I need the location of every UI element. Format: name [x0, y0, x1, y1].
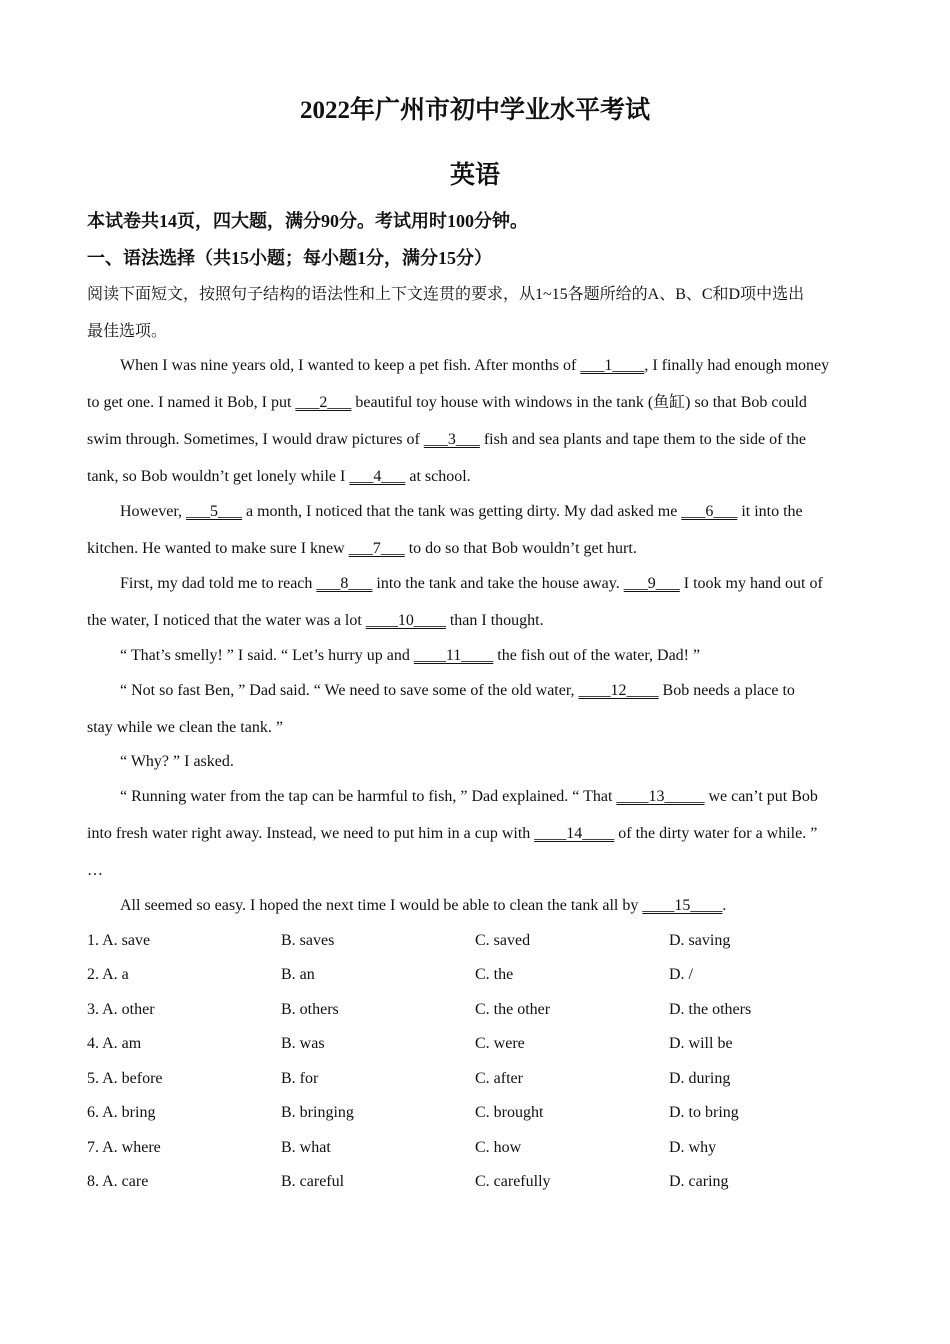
- option-d: D. /: [669, 966, 693, 983]
- blank-4: ___4___: [349, 468, 406, 485]
- instruction-line-2: 最佳选项。: [87, 323, 168, 340]
- passage-line: the water, I noticed that the water was a lot ____10____ than I thought.: [87, 612, 544, 629]
- option-a: 2. A. a: [87, 966, 129, 983]
- blank-9: ___9___: [623, 575, 680, 592]
- option-c: C. after: [475, 1070, 523, 1087]
- option-c: C. the other: [475, 1001, 551, 1018]
- option-c: C. were: [475, 1035, 525, 1052]
- passage-line: First, my dad told me to reach ___8___ into the tank and take the house away. ___9___ I took my hand out of: [120, 575, 823, 592]
- blank-5: ___5___: [186, 503, 242, 520]
- option-b: B. bringing: [281, 1104, 354, 1121]
- blank-11: ____11____: [413, 647, 494, 664]
- blank-10: ____10____: [365, 612, 446, 629]
- passage-line: “ That’s smelly! ” I said. “ Let’s hurry up and ____11____ the fish out of the water, Dad! ”: [120, 647, 701, 664]
- blank-3: ___3___: [423, 431, 480, 448]
- passage-line: However, ___5___ a month, I noticed that the tank was getting dirty. My dad asked me ___6___ it into the: [120, 503, 803, 520]
- option-b: B. others: [281, 1001, 339, 1018]
- exam-info: 本试卷共14页，四大题，满分90分。考试用时100分钟。: [87, 211, 528, 231]
- passage-line: swim through. Sometimes, I would draw pictures of ___3___ fish and sea plants and tape them to the side of the: [87, 431, 806, 448]
- option-d: D. during: [669, 1070, 731, 1087]
- blank-13: ____13_____: [616, 788, 705, 805]
- passage-line: When I was nine years old, I wanted to keep a pet fish. After months of ___1____, I finally had enough money: [120, 357, 830, 374]
- option-d: D. why: [669, 1139, 717, 1156]
- instruction-line-1: 阅读下面短文，按照句子结构的语法性和上下文连贯的要求，从1~15各题所给的A、B、C和D项中选出: [87, 286, 805, 303]
- blank-7: ___7___: [348, 540, 405, 557]
- passage-line: All seemed so easy. I hoped the next time I would be able to clean the tank all by ____15____.: [120, 897, 727, 914]
- option-b: B. saves: [281, 932, 335, 949]
- passage-line: stay while we clean the tank. ”: [87, 719, 283, 736]
- option-a: 1. A. save: [87, 932, 151, 949]
- passage-line: kitchen. He wanted to make sure I knew ___7___ to do so that Bob wouldn’t get hurt.: [87, 540, 637, 557]
- blank-2: ___2___: [295, 394, 352, 411]
- option-d: D. saving: [669, 932, 731, 949]
- section-heading: 一、语法选择（共15小题；每小题1分，满分15分）: [87, 248, 492, 268]
- option-c: C. saved: [475, 932, 531, 949]
- option-d: D. to bring: [669, 1104, 739, 1121]
- blank-1: ___1____: [580, 357, 645, 374]
- passage-line: tank, so Bob wouldn’t get lonely while I ___4___ at school.: [87, 468, 471, 485]
- passage-ellipsis: …: [87, 862, 103, 879]
- option-c: C. brought: [475, 1104, 544, 1121]
- passage-line: “ Not so fast Ben, ” Dad said. “ We need to save some of the old water, ____12____ Bob needs a place to: [120, 682, 795, 699]
- option-c: C. how: [475, 1139, 522, 1156]
- option-a: 6. A. bring: [87, 1104, 156, 1121]
- option-a: 5. A. before: [87, 1070, 163, 1087]
- passage-line: “ Running water from the tap can be harmful to fish, ” Dad explained. “ That ____13_____ we can’t put Bob: [120, 788, 818, 805]
- option-a: 8. A. care: [87, 1173, 149, 1190]
- option-c: C. carefully: [475, 1173, 551, 1190]
- blank-8: ___8___: [316, 575, 373, 592]
- passage-line: to get one. I named it Bob, I put ___2___ beautiful toy house with windows in the tank (鱼缸) so that Bob could: [87, 394, 807, 411]
- option-d: D. caring: [669, 1173, 729, 1190]
- option-b: B. was: [281, 1035, 325, 1052]
- option-a: 7. A. where: [87, 1139, 161, 1156]
- option-d: D. the others: [669, 1001, 752, 1018]
- option-d: D. will be: [669, 1035, 733, 1052]
- option-b: B. an: [281, 966, 315, 983]
- passage-line: “ Why? ” I asked.: [120, 753, 234, 770]
- option-a: 4. A. am: [87, 1035, 142, 1052]
- option-b: B. for: [281, 1070, 319, 1087]
- blank-12: ____12____: [578, 682, 659, 699]
- option-b: B. what: [281, 1139, 331, 1156]
- blank-15: ____15____: [642, 897, 723, 914]
- blank-14: ____14____: [534, 825, 615, 842]
- subject-title: 英语: [449, 162, 500, 189]
- option-a: 3. A. other: [87, 1001, 155, 1018]
- option-c: C. the: [475, 966, 514, 983]
- option-b: B. careful: [281, 1173, 345, 1190]
- blank-6: ___6___: [681, 503, 738, 520]
- exam-title: 2022年广州市初中学业水平考试: [299, 97, 650, 124]
- passage-line: into fresh water right away. Instead, we need to put him in a cup with ____14____ of the dirty water for a while. ”: [87, 825, 818, 842]
